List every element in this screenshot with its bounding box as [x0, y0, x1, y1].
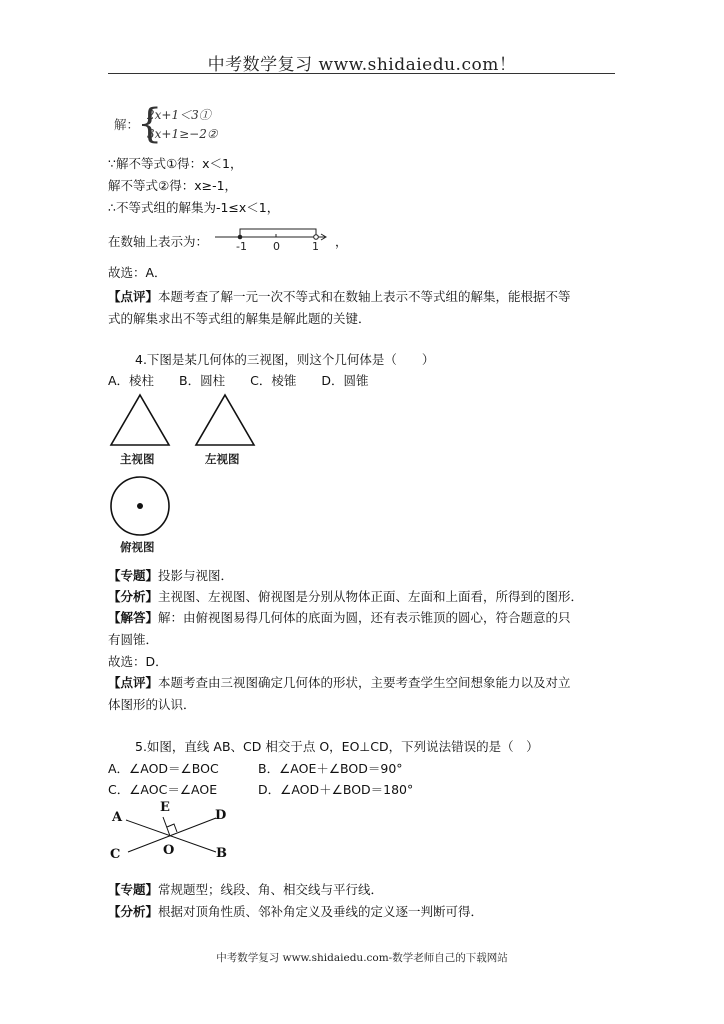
solve-line-1: ∵解不等式①得：x＜1，: [108, 156, 243, 171]
open-point-one: [314, 235, 319, 240]
left-view-label: 左视图: [205, 452, 240, 466]
front-view-triangle: [108, 392, 172, 448]
q4-answer-line-1: [108, 610, 571, 626]
comment-tag: 【点评】: [108, 289, 159, 304]
point-label-b: B: [216, 846, 227, 861]
q4-topic: [108, 568, 233, 584]
q4-question: 4.下图是某几何体的三视图，则这个几何体是（ ）: [135, 352, 435, 367]
q5-analysis-tag: 【分析】: [108, 904, 159, 919]
comment-line-1: [108, 289, 571, 305]
q4-choice: 故选：D．: [108, 654, 168, 669]
top-view-label: 俯视图: [120, 540, 155, 554]
q4-comment-line-1: [108, 675, 571, 691]
solve-line-3: ∴不等式组的解集为-1≤x＜1，: [108, 200, 280, 215]
q5-topic: [108, 882, 383, 898]
q4-answer-tag: 【解答】: [108, 610, 159, 625]
solution-prefix: 解：: [114, 117, 140, 132]
point-label-c: C: [110, 847, 121, 862]
solve-line-2: 解不等式②得：x≥-1，: [108, 178, 238, 193]
point-label-a: A: [112, 810, 123, 825]
front-view-label: 主视图: [120, 452, 155, 466]
q5-option-b: B．∠AOE＋∠BOD＝90°: [258, 761, 403, 776]
tick-label-minus-one: -1: [236, 240, 247, 252]
q4-topic-tag: 【专题】: [108, 568, 159, 583]
apex-center-dot: [137, 503, 143, 509]
closed-point-minus-one: [238, 235, 243, 240]
q5-analysis-text: 根据对顶角性质、邻补角定义及垂线的定义逐一判断可得．: [158, 904, 484, 919]
q5-question: 5.如图，直线 AB、CD 相交于点 O，EO⊥CD，下列说法错误的是（ ）: [135, 739, 539, 754]
page-footer: 中考数学复习 www.shidaiedu.com-数学老师自己的下载网站: [216, 952, 508, 964]
number-line-caption: 在数轴上表示为：: [108, 234, 209, 249]
top-view-circle: [108, 474, 172, 538]
q5-option-c: C．∠AOC＝∠AOE: [108, 782, 218, 797]
comment-text: 本题考查了解一元一次不等式和在数轴上表示不等式组的解集，能根据不等: [158, 289, 571, 304]
tick-label-zero: 0: [273, 240, 280, 252]
q5-option-d: D．∠AOD＋∠BOD＝180°: [258, 782, 414, 797]
q4-comment-line-2: 体图形的认识．: [108, 697, 196, 712]
left-view-triangle: [193, 392, 257, 448]
header-divider: [108, 73, 615, 74]
q4-analysis: [108, 589, 583, 605]
choose-line: 故选：A．: [108, 265, 167, 280]
number-line-figure: [213, 222, 333, 252]
q4-comment-tag: 【点评】: [108, 675, 159, 690]
q4-answer-text: 解：由俯视图易得几何体的底面为圆，还有表示锥顶的圆心，符合题意的只: [158, 610, 571, 625]
q4-options: A．棱柱 B．圆柱 C．棱锥 D．圆锥: [108, 373, 369, 388]
q5-topic-tag: 【专题】: [108, 882, 159, 897]
page-header-title: 中考数学复习 www.shidaiedu.com！: [207, 55, 517, 75]
inequality-2: 3x+1≥−2②: [147, 127, 218, 141]
point-label-d: D: [215, 808, 227, 823]
solution-range-bracket: [240, 229, 316, 237]
point-label-e: E: [160, 800, 170, 815]
number-line-suffix: ，: [335, 234, 348, 249]
q4-analysis-text: 主视图、左视图、俯视图是分别从物体正面、左面和上面看，所得到的图形．: [158, 589, 584, 604]
q5-analysis: [108, 904, 483, 920]
q5-topic-text: 常规题型；线段、角、相交线与平行线．: [158, 882, 384, 897]
point-label-o: O: [163, 843, 175, 858]
q4-comment-text: 本题考查由三视图确定几何体的形状，主要考查学生空间想象能力以及对立: [158, 675, 571, 690]
inequality-1: 2x+1＜3①: [147, 108, 211, 122]
comment-line-2: 式的解集求出不等式组的解集是解此题的关键．: [108, 311, 371, 326]
tick-label-one: 1: [312, 240, 319, 252]
q4-answer-line-2: 有圆锥．: [108, 632, 159, 647]
q5-option-a: A．∠AOD＝∠BOC: [108, 761, 219, 776]
system-brace: {: [137, 101, 163, 147]
q4-analysis-tag: 【分析】: [108, 589, 159, 604]
q4-topic-text: 投影与视图．: [158, 568, 234, 583]
